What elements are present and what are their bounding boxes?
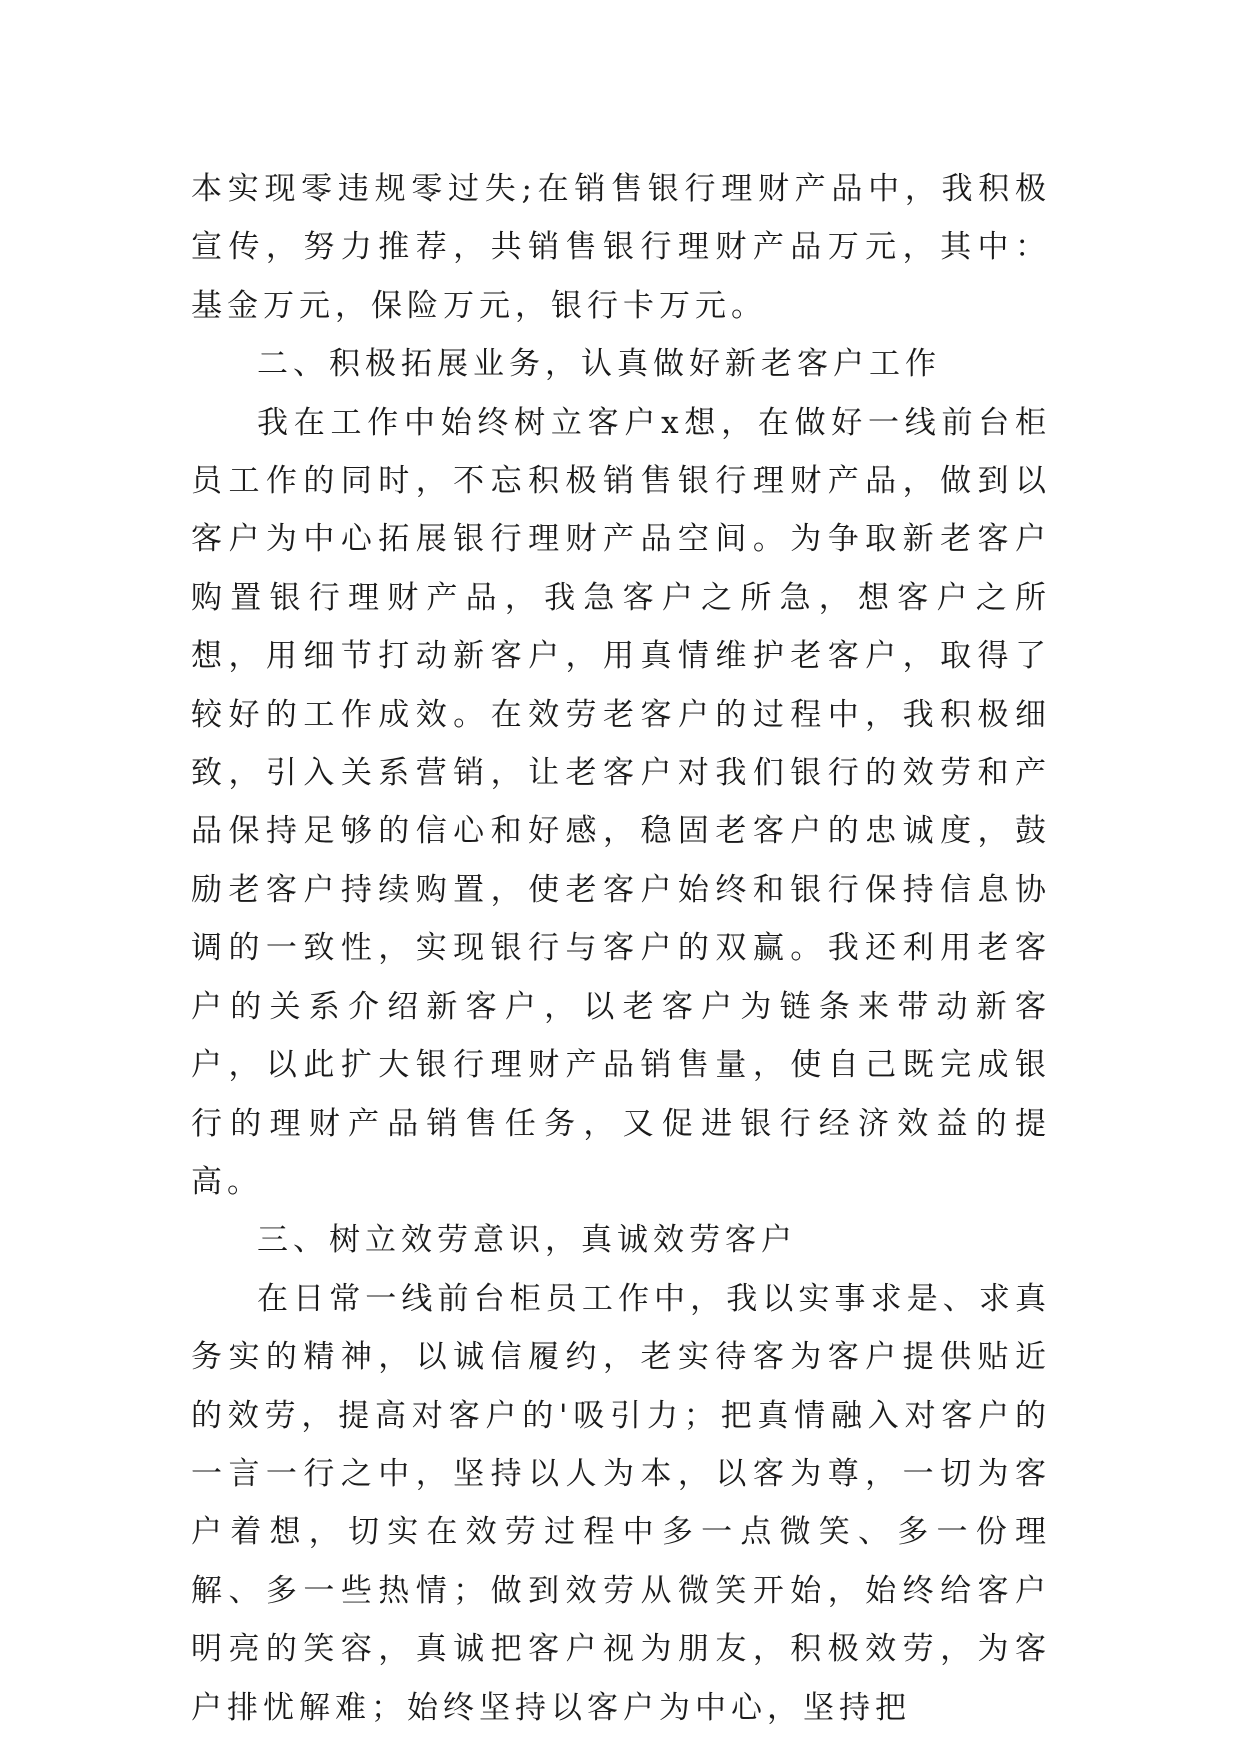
- paragraph-service-awareness: 在日常一线前台柜员工作中，我以实事求是、求真务实的精神，以诚信履约，老实待客为客户提供贴近的效劳，提高对客户的'吸引力；把真情融入对客户的一言一行之中，坚持以人为本，以客为尊，一切为客户着想，切实在效劳过程中多一点微笑、多一份理解、多一些热情；做到效劳从微笑开始，始终给客户明亮的笑容，真诚把客户视为朋友，积极效劳，为客户排忧解难；始终坚持以客户为中心，坚持把: [191, 1280, 1051, 1726]
- section-heading-3: 三、树立效劳意识，真诚效劳客户: [257, 1222, 797, 1259]
- paragraph-customer-work: 我在工作中始终树立客户x想，在做好一线前台柜员工作的同时，不忘积极销售银行理财产品，做到以客户为中心拓展银行理财产品空间。为争取新老客户购置银行理财产品，我急客户之所急，想客户之所想，用细节打动新客户，用真情维护老客户，取得了较好的工作成效。在效劳老客户的过程中，我积极细致，引入关系营销，让老客户对我们银行的效劳和产品保持足够的信心和好感，稳固老客户的忠诚度，鼓励老客户持续购置，使老客户始终和银行保持信息协调的一致性，实现银行与客户的双赢。我还利用老客户的关系介绍新客户，以老客户为链条来带动新客户，以此扩大银行理财产品销售量，使自己既完成银行的理财产品销售任务，又促进银行经济效益的提高。: [191, 404, 1051, 1200]
- paragraph-sales-results: 本实现零违规零过失;在销售银行理财产品中，我积极宣传，努力推荐，共销售银行理财产品万元，其中：基金万元，保险万元，银行卡万元。: [191, 171, 1051, 324]
- document-body: [191, 160, 1051, 1737]
- section-heading-2: 二、积极拓展业务，认真做好新老客户工作: [257, 346, 941, 383]
